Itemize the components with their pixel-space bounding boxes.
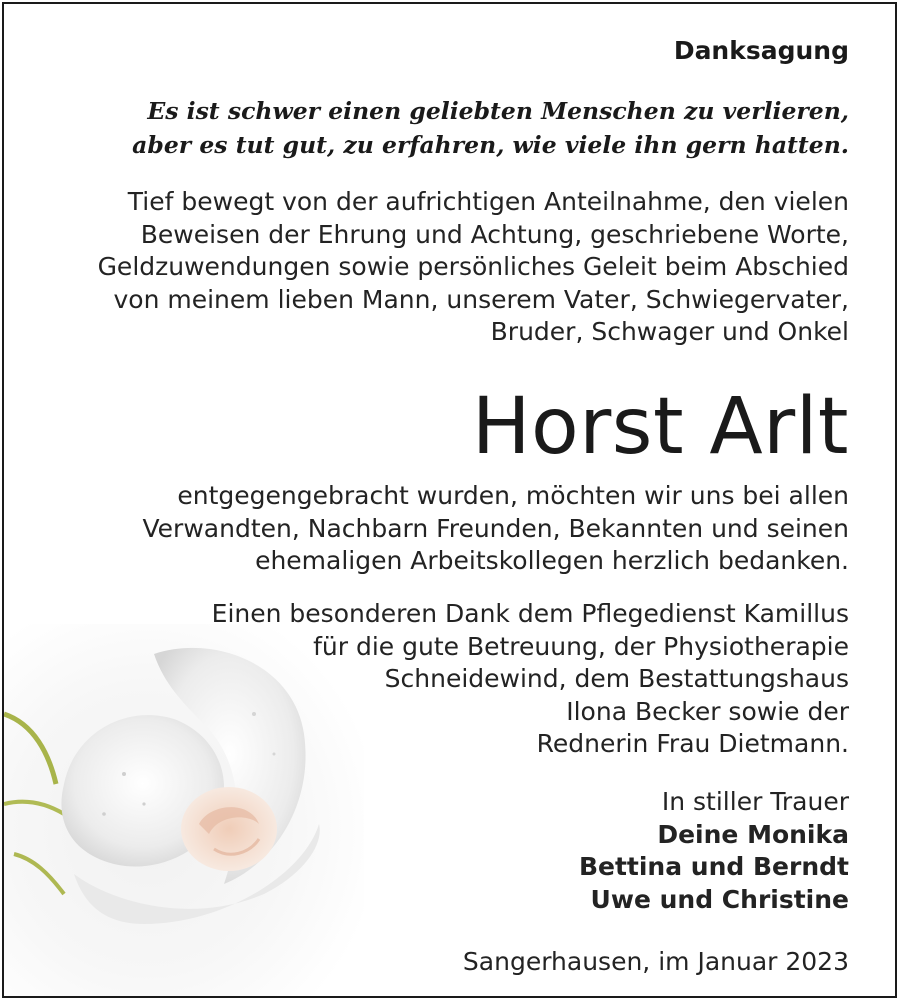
thanks-line: Einen besonderen Dank dem Pflegedienst Kamillus [211,599,849,628]
closing-signatures [579,786,849,916]
mourning-phrase: In stiller Trauer [661,787,849,816]
gratitude-line: Verwandten, Nachbarn Freunden, Bekannten und seinen [142,513,849,543]
intro-line: Tief bewegt von der aufrichtigen Anteilnahme, den vielen [127,187,849,216]
intro-line: Beweisen der Ehrung und Achtung, geschriebene Worte, [140,219,849,249]
gratitude-paragraph [143,480,849,578]
place-date: Sangerhausen, im Januar 2023 [462,947,849,976]
signature-name: Deine Monika [657,819,849,849]
notice-heading: Danksagung [673,36,849,65]
intro-line: von meinem lieben Mann, unserem Vater, Schwiegervater, [113,284,849,314]
intro-line: Bruder, Schwager und Onkel [490,317,849,346]
signature-name: Uwe und Christine [590,884,849,914]
special-thanks-paragraph [212,598,849,761]
gratitude-line: ehemaligen Arbeitskollegen herzlich bedanken. [255,546,849,575]
thanks-line: Ilona Becker sowie der [566,696,849,726]
deceased-name: Horst Arlt [471,382,849,472]
gratitude-line: entgegengebracht wurden, möchten wir uns bei allen [177,481,849,510]
thanks-line: für die gute Betreuung, der Physiotherapie [313,631,849,661]
motto-line: Es ist schwer einen geliebten Menschen zu verlieren, [147,97,849,125]
motto-quote [132,94,849,162]
obituary-notice [2,2,897,998]
intro-paragraph [98,186,849,349]
thanks-line: Rednerin Frau Dietmann. [536,729,849,758]
signature-name: Bettina und Berndt [578,852,849,881]
intro-line: Geldzuwendungen sowie persönliches Geleit beim Abschied [97,252,849,281]
thanks-line: Schneidewind, dem Bestattungshaus [384,664,849,693]
motto-line: aber es tut gut, zu erfahren, wie viele ihn gern hatten. [132,131,849,159]
